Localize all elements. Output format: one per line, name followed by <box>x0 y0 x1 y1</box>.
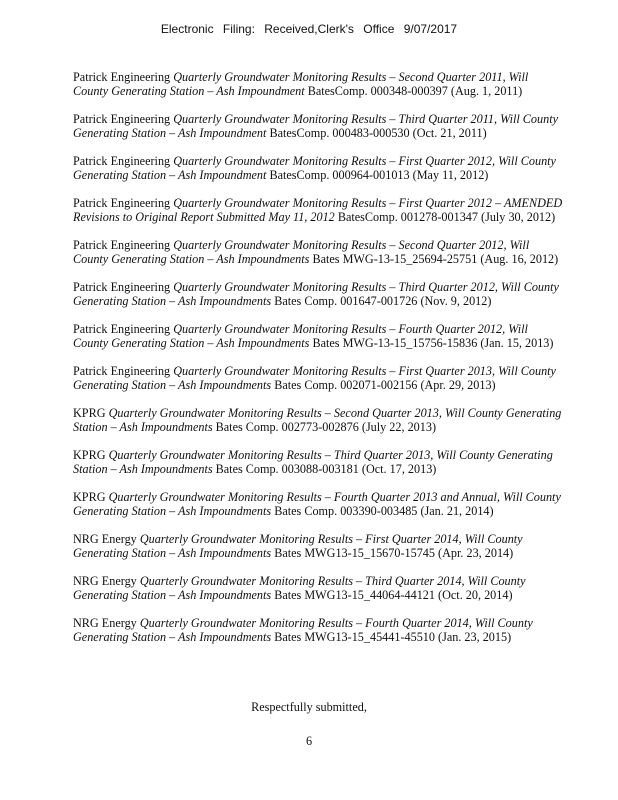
reference-entry <box>73 616 563 644</box>
entry-title: Quarterly Groundwater Monitoring Results – Fourth Quarter 2014, Will County Generating Station – Ash Impoundments <box>73 616 533 644</box>
entry-author: Patrick Engineering <box>73 238 171 252</box>
reference-entry <box>73 574 563 602</box>
entry-reference: Bates MWG-13-15_25694-25751 (Aug. 16, 2012) <box>312 252 559 266</box>
entry-author: Patrick Engineering <box>73 364 171 378</box>
entry-title: Quarterly Groundwater Monitoring Results – Second Quarter 2013, Will County Generating Station – Ash Impoundments <box>73 406 562 434</box>
reference-entry <box>73 238 563 266</box>
page-number: 6 <box>305 734 313 748</box>
entry-reference: BatesComp. 000964-001013 (May 11, 2012) <box>269 168 489 182</box>
reference-entry <box>73 70 563 98</box>
reference-entry <box>73 532 563 560</box>
closing-text: Respectfully submitted, <box>251 700 367 714</box>
entry-reference: BatesComp. 000483-000530 (Oct. 21, 2011) <box>269 126 487 140</box>
reference-entry <box>73 490 563 518</box>
entry-author: NRG Energy <box>73 532 137 546</box>
reference-entry <box>73 322 563 350</box>
entry-title: Quarterly Groundwater Monitoring Results – Third Quarter 2012, Will County Generating Station – Ash Impoundments <box>73 280 559 308</box>
entry-title: Quarterly Groundwater Monitoring Results – Fourth Quarter 2012, Will County Generating Station – Ash Impoundments <box>73 322 528 350</box>
reference-entry <box>73 406 563 434</box>
reference-entry <box>73 154 563 182</box>
entry-title: Quarterly Groundwater Monitoring Results – Second Quarter 2011, Will County Generating Station – Ash Impoundment <box>73 70 529 98</box>
entry-author: Patrick Engineering <box>73 280 171 294</box>
entry-author: Patrick Engineering <box>73 112 171 126</box>
reference-entry <box>73 196 563 224</box>
entry-title: Quarterly Groundwater Monitoring Results – First Quarter 2014, Will County Generating Station – Ash Impoundments <box>73 532 523 560</box>
reference-entry <box>73 112 563 140</box>
entry-reference: Bates MWG13-15_44064-44121 (Oct. 20, 2014) <box>274 588 513 602</box>
filing-header: Electronic Filing: Received,Clerk's Office 9/07/2017 <box>160 22 458 36</box>
reference-entry <box>73 280 563 308</box>
entry-title: Quarterly Groundwater Monitoring Results – Third Quarter 2013, Will County Generating Station – Ash Impoundments <box>73 448 553 476</box>
reference-entry <box>73 364 563 392</box>
entry-title: Quarterly Groundwater Monitoring Results – Second Quarter 2012, Will County Generating Station – Ash Impoundments <box>73 238 530 266</box>
entry-reference: BatesComp. 000348-000397 (Aug. 1, 2011) <box>307 84 523 98</box>
entry-reference: Bates Comp. 003088-003181 (Oct. 17, 2013) <box>215 462 437 476</box>
entry-reference: Bates Comp. 003390-003485 (Jan. 21, 2014) <box>274 504 494 518</box>
entry-author: Patrick Engineering <box>73 196 171 210</box>
entry-reference: Bates Comp. 001647-001726 (Nov. 9, 2012) <box>274 294 492 308</box>
entry-reference: Bates Comp. 002071-002156 (Apr. 29, 2013) <box>274 378 496 392</box>
entry-reference: Bates MWG13-15_45441-45510 (Jan. 23, 2015) <box>274 630 512 644</box>
entry-title: Quarterly Groundwater Monitoring Results – First Quarter 2012, Will County Generating Station – Ash Impoundment <box>73 154 556 182</box>
entry-author: NRG Energy <box>73 574 137 588</box>
entry-reference: Bates Comp. 002773-002876 (July 22, 2013) <box>215 420 437 434</box>
entry-title: Quarterly Groundwater Monitoring Results – First Quarter 2013, Will County Generating Station – Ash Impoundments <box>73 364 556 392</box>
entry-title: Quarterly Groundwater Monitoring Results – First Quarter 2012 – AMENDED Revisions to Original Report Submitted May 11, 2012 <box>73 196 563 224</box>
reference-entry <box>73 448 563 476</box>
entry-reference: Bates MWG13-15_15670-15745 (Apr. 23, 2014) <box>274 546 514 560</box>
entry-author: Patrick Engineering <box>73 322 171 336</box>
entry-title: Quarterly Groundwater Monitoring Results – Third Quarter 2011, Will County Generating Station – Ash Impoundment <box>73 112 558 140</box>
entry-author: Patrick Engineering <box>73 154 171 168</box>
entry-author: Patrick Engineering <box>73 70 171 84</box>
entry-author: KPRG <box>73 448 106 462</box>
entry-author: NRG Energy <box>73 616 137 630</box>
entry-reference: Bates MWG-13-15_15756-15836 (Jan. 15, 2013) <box>312 336 554 350</box>
reference-list <box>73 70 563 658</box>
entry-reference: BatesComp. 001278-001347 (July 30, 2012) <box>337 210 556 224</box>
entry-title: Quarterly Groundwater Monitoring Results – Fourth Quarter 2013 and Annual, Will County Generating Station – Ash Impoundments <box>73 490 561 518</box>
entry-title: Quarterly Groundwater Monitoring Results – Third Quarter 2014, Will County Generating Station – Ash Impoundments <box>73 574 526 602</box>
entry-author: KPRG <box>73 406 106 420</box>
entry-author: KPRG <box>73 490 106 504</box>
